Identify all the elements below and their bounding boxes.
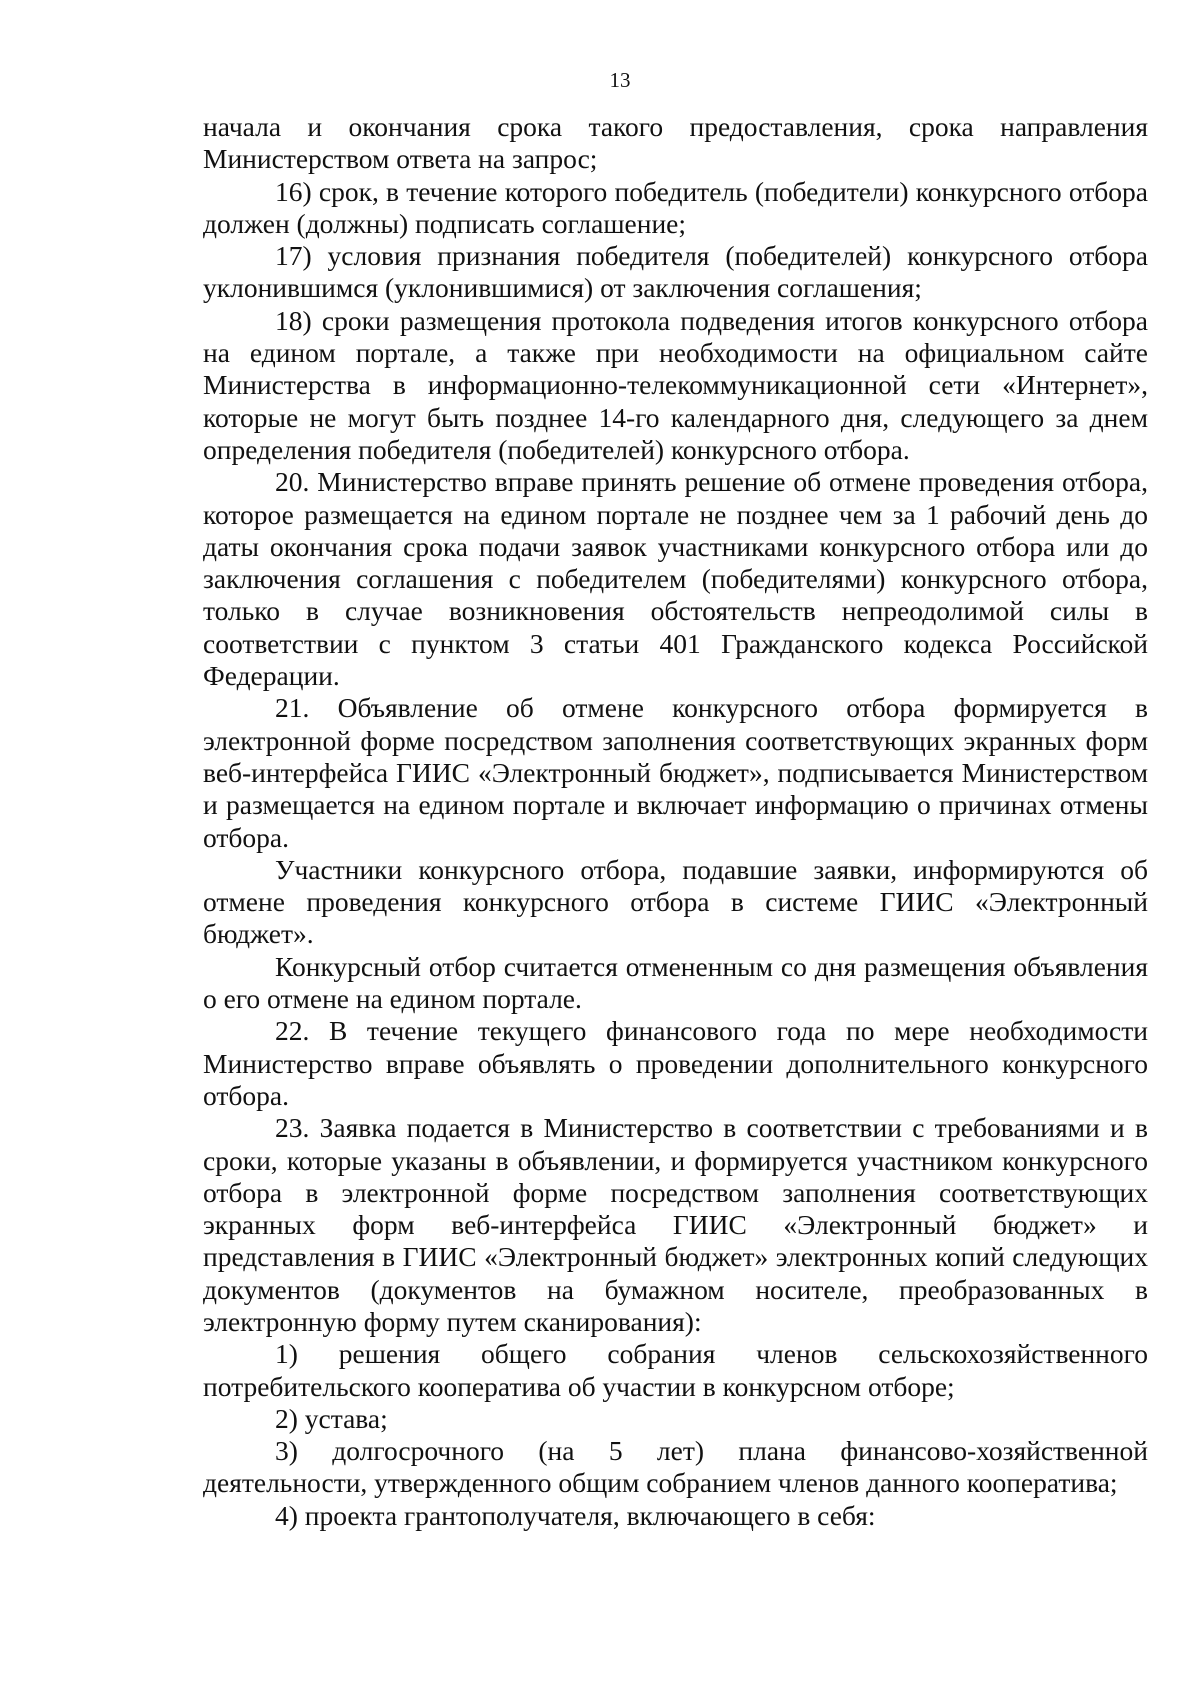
paragraph-item-17: 17) условия признания победителя (победителей) конкурсного отбора уклонившимся (уклонившимися) от заключения соглашения; [203, 240, 1148, 304]
page-number: 13 [609, 68, 631, 92]
paragraph-item-18: 18) сроки размещения протокола подведения итогов конкурсного отбора на едином портале, а также при необходимости на официальном сайте Министерства в информационно-телекоммуникационной сети «Интернет», которые не могут быть позднее 14-го календарного дня, следующего за днем определения победителя (победителей) конкурсного отбора. [203, 304, 1148, 465]
paragraph-clause-20: 20. Министерство вправе принять решение об отмене проведения отбора, которое размещается на едином портале не позднее чем за 1 рабочий день до даты окончания срока подачи заявок участниками конкурсного отбора или до заключения соглашения с победителем (победителями) конкурсного отбора, только в случае возникновения обстоятельств непреодолимой силы в соответствии с пунктом 3 статьи 401 Гражданского кодекса Российской Федерации. [203, 466, 1148, 692]
paragraph-subitem-1: 1) решения общего собрания членов сельскохозяйственного потребительского кооператива об участии в конкурсном отборе; [203, 1338, 1148, 1402]
paragraph-clause-22: 22. В течение текущего финансового года по мере необходимости Министерство вправе объявлять о проведении дополнительного конкурсного отбора. [203, 1015, 1148, 1111]
document-body [203, 111, 1148, 1532]
paragraph-continuation: начала и окончания срока такого предоставления, срока направления Министерством ответа на запрос; [203, 111, 1148, 175]
paragraph-subitem-3: 3) долгосрочного (на 5 лет) плана финансово-хозяйственной деятельности, утвержденного общим собранием членов данного кооператива; [203, 1435, 1148, 1499]
paragraph-clause-23: 23. Заявка подается в Министерство в соответствии с требованиями и в сроки, которые указаны в объявлении, и формируется участником конкурсного отбора в электронной форме посредством заполнения соответствующих экранных форм веб-интерфейса ГИИС «Электронный бюджет» и представления в ГИИС «Электронный бюджет» электронных копий следующих документов (документов на бумажном носителе, преобразованных в электронную форму путем сканирования): [203, 1112, 1148, 1337]
paragraph-clause-21: 21. Объявление об отмене конкурсного отбора формируется в электронной форме посредством заполнения соответствующих экранных форм веб-интерфейса ГИИС «Электронный бюджет», подписывается Министерством и размещается на едином портале и включает информацию о причинах отмены отбора. [203, 692, 1148, 853]
paragraph-item-16: 16) срок, в течение которого победитель (победители) конкурсного отбора должен (должны) подписать соглашение; [203, 175, 1148, 239]
paragraph-subitem-4: 4) проекта грантополучателя, включающего в себя: [275, 1499, 876, 1531]
paragraph-participants-notice: Участники конкурсного отбора, подавшие заявки, информируются об отмене проведения конкурсного отбора в системе ГИИС «Электронный бюджет». [203, 853, 1148, 950]
paragraph-subitem-2: 2) устава; [275, 1402, 388, 1434]
paragraph-cancellation-effective: Конкурсный отбор считается отмененным со дня размещения объявления о его отмене на едином портале. [203, 950, 1148, 1015]
